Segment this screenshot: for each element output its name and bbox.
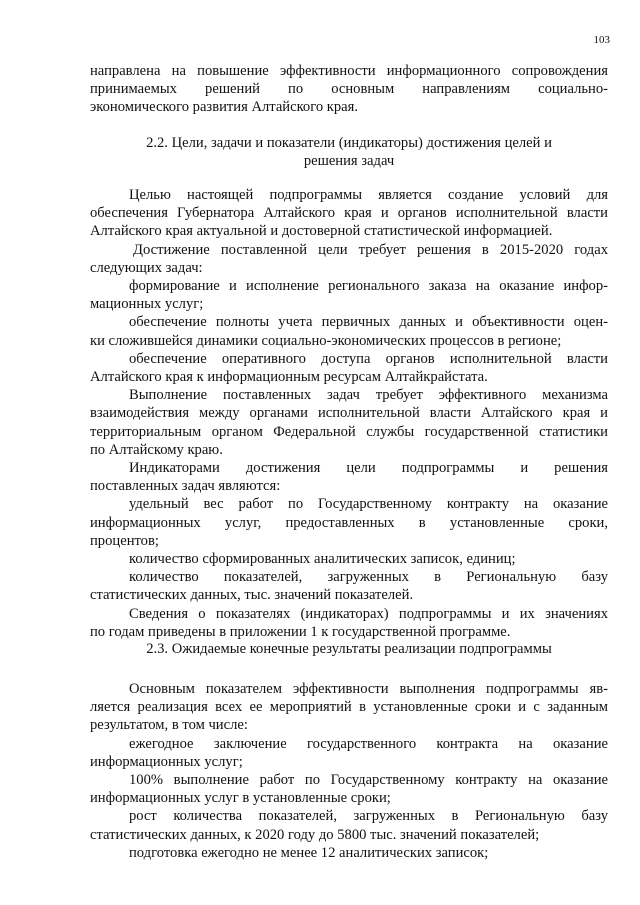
text-line: обеспечение оперативного доступа органов исполнительной власти bbox=[129, 350, 608, 367]
text-line: Алтайского края к информационным ресурсам Алтайкрайстата. bbox=[90, 369, 488, 386]
heading-line: 2.3. Ожидаемые конечные результаты реализации подпрограммы bbox=[146, 641, 552, 657]
text-line: взаимодействия между органами исполнительной власти Алтайского края и bbox=[90, 405, 608, 422]
page-number: 103 bbox=[593, 34, 610, 46]
section-2-3-body bbox=[90, 680, 608, 862]
heading-line: решения задач bbox=[303, 153, 395, 170]
text-line: статистических данных, к 2020 году до 5800 тыс. значений показателей; bbox=[90, 826, 540, 843]
text-line: информационных услуг в установленные сроки; bbox=[90, 790, 391, 807]
text-line: результатом, в том числе: bbox=[90, 717, 248, 734]
text-line: Основным показателем эффективности выполнения подпрограммы яв- bbox=[129, 681, 608, 697]
text-line: по Алтайскому краю. bbox=[90, 441, 223, 458]
text-line: по годам приведены в приложении 1 к государственной программе. bbox=[90, 623, 511, 640]
text-line: мационных услуг; bbox=[90, 296, 204, 313]
text-line: следующих задач: bbox=[90, 259, 203, 276]
text-line: количество показателей, загруженных в Региональную базу bbox=[129, 569, 608, 586]
section-2-2-body bbox=[90, 186, 608, 641]
text-line: Индикаторами достижения цели подпрограммы и решения bbox=[129, 460, 608, 477]
text-line: подготовка ежегодно не менее 12 аналитических записок; bbox=[129, 844, 489, 861]
text-line: ки сложившейся динамики социально-экономических процессов в регионе; bbox=[90, 332, 562, 349]
text-line: статистических данных, тыс. значений показателей. bbox=[90, 587, 414, 604]
text-line: информационных услуг, предоставленных в установленные сроки, bbox=[90, 514, 608, 531]
section-2-2-heading bbox=[90, 134, 608, 170]
text-line: формирование и исполнение регионального заказа на оказание инфор- bbox=[129, 278, 608, 295]
text-line: информационных услуг; bbox=[90, 753, 243, 770]
text-line: территориальным органом Федеральной службы государственной статистики bbox=[90, 423, 608, 440]
text-line: рост количества показателей, загруженных в Региональную базу bbox=[129, 808, 608, 825]
text-line: Выполнение поставленных задач требует эффективного механизма bbox=[129, 387, 608, 404]
text-line: Сведения о показателях (индикаторах) подпрограммы и их значениях bbox=[129, 605, 608, 622]
text-line: обеспечение полноты учета первичных данных и объективности оцен- bbox=[129, 314, 608, 331]
text-line: Алтайского края актуальной и достоверной статистической информацией. bbox=[90, 223, 553, 240]
text-line: Целью настоящей подпрограммы является создание условий для bbox=[129, 187, 608, 203]
text-line: ляется реализация всех ее мероприятий в установленные сроки и с заданным bbox=[90, 699, 608, 716]
text-line: количество сформированных аналитических записок, единиц; bbox=[129, 551, 516, 568]
text-line: Достижение поставленной цели требует решения в 2015-2020 годах bbox=[133, 241, 608, 258]
text-line: направлена на повышение эффективности информационного сопровождения bbox=[90, 63, 608, 79]
text-line: поставленных задач являются: bbox=[90, 478, 281, 495]
text-line: экономического развития Алтайского края. bbox=[90, 99, 359, 116]
heading-line: 2.2. Цели, задачи и показатели (индикаторы) достижения целей и bbox=[146, 135, 552, 151]
text-line: 100% выполнение работ по Государственному контракту на оказание bbox=[129, 772, 608, 789]
text-line: принимаемых решений по основным направлениям социально- bbox=[90, 81, 608, 98]
text-line: ежегодное заключение государственного контракта на оказание bbox=[129, 735, 608, 752]
text-line: обеспечения Губернатора Алтайского края и органов исполнительной власти bbox=[90, 205, 608, 222]
intro-paragraph bbox=[90, 62, 608, 117]
section-2-3-heading bbox=[90, 640, 608, 658]
text-line: удельный вес работ по Государственному контракту на оказание bbox=[129, 496, 608, 513]
text-line: процентов; bbox=[90, 532, 159, 549]
